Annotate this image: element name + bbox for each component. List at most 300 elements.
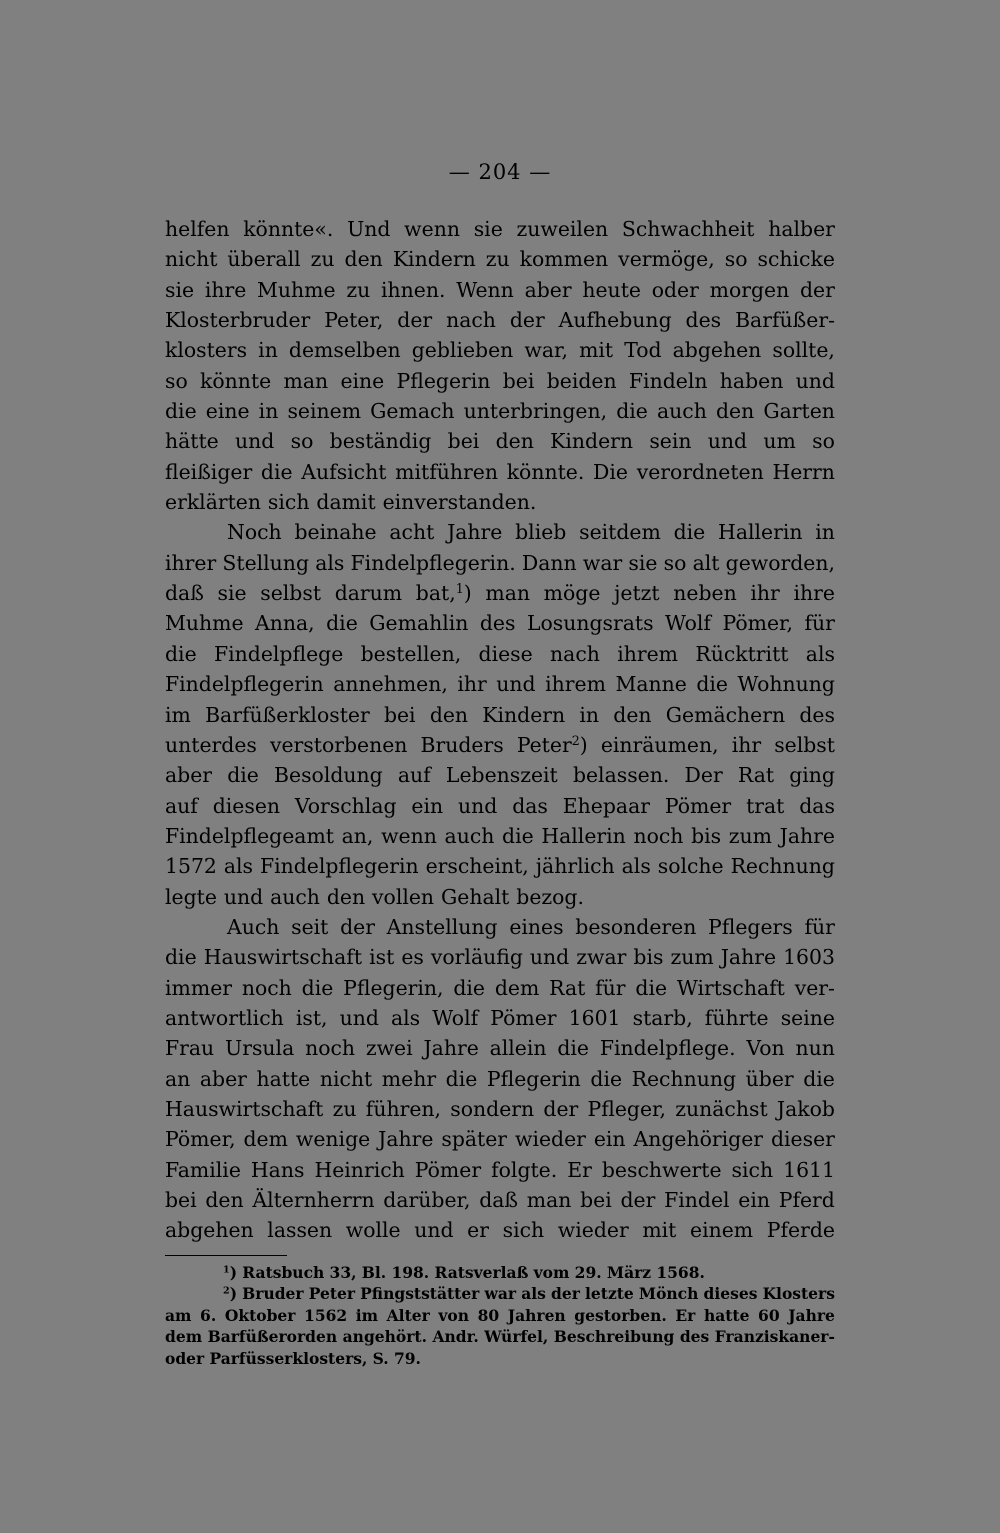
word: ihre [204,277,247,302]
word: könnte«. [243,217,334,241]
word: Jahre [447,520,503,545]
word: Wohnung [737,672,835,697]
word: neben [673,581,737,606]
word: Ursula [225,1036,295,1061]
word: hätte [165,429,219,454]
word: Gemächern [665,702,786,727]
word: bei [165,1188,197,1212]
word: am [165,1305,192,1325]
word: Älternherrn [252,1188,375,1212]
word: sondern [450,1096,535,1121]
word: darüber, [383,1188,471,1212]
word: nun [795,1036,835,1061]
word: demselben [288,338,401,363]
word: verstorbenen [269,732,408,757]
word: $^2$) [223,1284,238,1304]
text-line [165,1155,835,1185]
word: zwar [576,945,627,970]
word: besonderen [575,914,697,939]
word: oder [165,1348,205,1368]
word: folgte. [491,1157,558,1182]
word: seine [780,1005,835,1030]
word: noch [633,823,684,848]
footnote-separator [165,1255,287,1256]
text-line [165,669,835,699]
word: Findelpflege. [599,1036,736,1061]
word: 60 [758,1305,780,1325]
text-line [165,1185,835,1215]
word: dieser [770,1127,835,1152]
word: Tod [624,338,662,363]
word: Der [684,763,723,788]
footnote-line [165,1262,835,1283]
word: Ratsverlaß [434,1263,529,1282]
text-line [165,244,835,274]
word: Alter [386,1305,430,1325]
word: Die [593,459,628,484]
text-line [165,1064,835,1094]
word: Hans [250,1157,305,1182]
word: beschwerte [601,1157,722,1182]
word: ihrem [545,672,606,697]
word: wenige [295,1127,371,1152]
word: Wolf [665,611,711,636]
word: des [479,611,516,636]
word: Findeln [628,368,708,393]
word: Hallerin [541,823,626,848]
word: Oktober [224,1305,296,1325]
word: einem [690,1218,754,1243]
word: Von [746,1036,785,1061]
word: alt [692,550,720,575]
word: könnte [200,368,272,393]
word: dem [494,975,540,1000]
word: diese [478,641,533,666]
word: beiden [546,368,617,393]
footnotes [165,1262,835,1369]
word: mit [579,338,614,363]
word: Findelpflegerin. [350,550,516,575]
word: in [258,399,279,424]
word: an, [341,823,374,848]
word: Kindern [550,429,634,454]
word: die [453,975,485,1000]
word: Ratsbuch [242,1263,325,1282]
word: als [521,1284,546,1304]
word: jetzt [614,581,660,606]
word: Garten [763,399,835,424]
word: 1603 [783,945,835,970]
word: des [799,702,835,727]
word: seitdem [579,520,661,545]
word: und [529,945,570,970]
word: Pflegers [708,914,793,939]
word: Gehalt [441,884,510,909]
word: der [509,308,545,333]
word: der [543,1096,579,1121]
word: Beschreibung [553,1327,675,1347]
text-line [165,426,835,456]
word: ihnen. [380,277,446,302]
word: der [397,308,433,333]
word: Pferd [778,1188,835,1212]
word: sie [473,217,503,241]
word: Findel [664,1188,730,1212]
word: als [223,854,253,879]
word: Rücktritt [695,641,789,666]
text-line [165,1124,835,1154]
word: bestellen, [360,641,462,666]
word: sie [217,581,247,606]
word: unterdes [165,732,257,757]
word: Bl. [361,1263,387,1282]
word: Muhme [165,611,244,636]
text-line [165,942,835,972]
word: März [606,1263,652,1282]
text-line [165,1094,835,1124]
word: Parfüsserklosters, [209,1348,368,1368]
word: sich [502,1218,545,1243]
text-line [165,851,835,881]
text-line [165,639,835,669]
word: ihre [793,581,835,606]
text-line [165,1033,835,1063]
word: um [763,429,796,454]
word: Mönch [638,1284,699,1304]
word: dem [243,1127,288,1152]
word: Pömer, [165,1127,236,1152]
text-line [165,275,835,305]
word: die [165,945,197,970]
word: Rechnung [730,854,835,879]
word: Losungsrats [526,611,654,636]
word: Findelpflegerin [165,672,324,697]
word: oder [651,277,699,302]
word: sein [649,429,692,454]
word: annehmen, [333,672,448,697]
text-line [165,1215,835,1245]
text-line [165,760,835,790]
word: der [551,1284,580,1304]
word: und [223,884,264,909]
word: Aufhebung [558,308,672,333]
word: Würfel, [484,1327,549,1347]
word: war [582,550,623,575]
text-line [165,457,835,487]
word: Angehöriger [633,1127,764,1152]
word: sollte, [772,338,835,363]
word: einräumen, [600,732,719,757]
word: in [815,520,835,545]
word: ihrer [165,550,217,575]
word: könnte. [506,459,585,484]
word: zu [485,247,510,272]
word: Pömer, [722,611,793,636]
word: die [165,399,197,424]
word: auf [397,763,431,788]
text-line [165,396,835,426]
word: Jahre [720,945,777,970]
word: die [301,975,334,1000]
word: abgehen [165,1218,254,1243]
word: zum [670,945,714,970]
word: so [724,247,748,272]
text-line [165,517,835,547]
word: ihr [731,732,762,757]
word: Jahre [423,1036,479,1061]
word: unterbringen, [463,399,608,424]
word: 6. [200,1305,217,1325]
word: so [290,429,314,454]
word: dieses [703,1284,758,1304]
word: Anna, [255,611,315,636]
word: Rechnung [631,1066,737,1091]
word: Pferde [766,1218,835,1243]
word: die [590,1066,623,1091]
word: nach [550,641,600,666]
text-line [165,882,835,912]
word: Hauswirtschaft [165,1096,324,1121]
word: $^1$) [223,1263,238,1282]
word: noch [241,975,292,1000]
word: hatte [256,1066,311,1091]
word: einverstanden. [382,490,537,515]
word: die [635,975,668,1000]
word: und [496,672,536,697]
word: Ehepaar [562,793,650,818]
text-line [165,791,835,821]
word: halber [768,217,835,241]
word: Barfüßerkloster [205,702,370,727]
word: auf [165,793,198,818]
word: es [401,945,424,970]
word: sich [731,1157,774,1182]
word: helfen [165,217,230,241]
word: zu [310,247,335,272]
word: 1572 [165,854,217,879]
word: als [805,641,835,666]
word: so [812,429,835,454]
word: sich [267,490,310,515]
word: schicke [757,247,835,272]
text-line [165,821,835,851]
text-line [165,1003,835,1033]
word: legte [165,884,217,909]
text-line [165,366,835,396]
word: führte [704,1005,769,1030]
word: Klosters [762,1284,835,1304]
word: ist, [295,1005,328,1030]
word: ihrem [617,641,679,666]
word: hatte [703,1305,750,1325]
word: antwortlich [165,1005,284,1030]
word: den [715,399,755,424]
word: im [355,1305,379,1325]
word: Pflegerin [486,1066,581,1091]
word: die [445,1066,478,1091]
word: Jakob [776,1096,835,1121]
word: Klosterbruder [165,308,311,333]
word: Pflegerin, [343,975,444,1000]
word: bis [633,945,664,970]
word: 1568. [656,1263,705,1282]
word: jährlich [535,854,615,879]
word: Barfüßer- [735,308,835,333]
word: eines [509,914,564,939]
word: vom [533,1263,570,1282]
word: wieder [557,1218,629,1243]
word: bei [502,368,535,393]
word: Bruders [420,732,504,757]
word: seit [291,914,329,939]
word: Anstellung [386,914,498,939]
word: so [165,368,188,393]
word: Vorschlag [294,793,397,818]
word: ein [738,1188,770,1212]
word: dem [165,1327,203,1347]
word: Jahre [378,1127,434,1152]
word: ihr [750,581,780,606]
word: Findelpflegerin [259,854,419,879]
word: war, [524,338,568,363]
word: zunächst [675,1096,768,1121]
word: Frau [165,1036,215,1061]
word: 1611 [783,1157,835,1182]
word: noch [305,1036,356,1061]
word: auch [657,399,707,424]
word: bei [383,702,416,727]
word: Kindern [482,702,566,727]
word: ein [411,793,444,818]
word: kommen [519,247,609,272]
word: überall [227,247,301,272]
word: der [799,277,835,302]
word: ging [789,763,835,788]
word: die [326,611,358,636]
word: ver- [794,975,835,1000]
word: aber [524,277,572,302]
word: den [429,702,469,727]
word: bei [447,429,480,454]
word: Er [567,1157,592,1182]
word: Kindern [392,247,476,272]
word: auch [444,823,495,848]
text-line [165,487,835,517]
word: Auch [227,914,280,939]
word: die [557,1036,589,1061]
word: bis [691,823,722,848]
word: 1601 [568,1005,621,1030]
word: 29. [574,1263,602,1282]
word: Familie [165,1157,241,1182]
word: so [663,550,687,575]
word: geblieben [411,338,514,363]
word: mehr [381,1066,437,1091]
text-line [165,548,835,578]
word: abgehen [672,338,762,363]
text-line [165,214,835,244]
word: nicht [165,247,218,272]
word: zu [332,1096,357,1121]
word: blieb [515,520,567,545]
word: mitführen [395,459,498,484]
word: Hallerin [718,520,803,545]
word: die [803,1066,835,1091]
word: die [616,399,648,424]
word: im [165,702,191,727]
word: Pömer [490,1005,557,1030]
word: man [283,368,329,393]
word: acht [389,520,435,545]
word: vermöge, [618,247,715,272]
word: Gemahlin [369,611,469,636]
word: 198. [391,1263,430,1282]
word: für [595,975,626,1000]
word: Muhme [257,277,336,302]
word: später [441,1127,508,1152]
word: Manne [615,672,687,697]
word: Peter [308,1284,356,1304]
footnote-line [165,1283,835,1304]
word: Pfingststätter [360,1284,480,1304]
word: und [707,429,748,454]
word: Stellung [222,550,309,575]
word: Rat [549,975,586,1000]
word: des [679,1327,710,1347]
word: Dann [521,550,577,575]
word: Findelpflege [213,641,344,666]
word: Gemach [370,399,455,424]
word: verordneten [636,459,764,484]
word: selbst [260,581,322,606]
word: 79. [393,1348,421,1368]
word: daß [165,581,204,606]
word: Peter, [324,308,384,333]
text-line [165,973,835,1003]
word: daß [479,1188,519,1212]
word: Aufsicht [301,459,387,484]
word: und [795,368,835,393]
word: zwei [365,1036,413,1061]
word: Bruder [242,1284,304,1304]
word: Barfüßerorden [207,1327,338,1347]
text-line [165,700,835,730]
word: gestorben. [574,1305,667,1325]
word: man [485,581,530,606]
word: bezog. [516,884,584,909]
word: Noch [227,520,282,545]
word: eine [205,399,250,424]
footnote-line [165,1348,835,1369]
word: an [165,1066,191,1091]
word: Lebenszeit [445,763,558,788]
word: ein [593,1127,626,1152]
word: die [673,520,706,545]
word: als [621,854,651,879]
word: ist [369,945,395,970]
word: die [502,823,534,848]
text-line [165,578,835,608]
word: die [227,763,259,788]
word: beinahe [294,520,377,545]
word: Jahre [779,823,835,848]
text-line [165,335,835,365]
word: Wenn [456,277,514,302]
footnote-line [165,1305,835,1326]
word: und [414,1218,454,1243]
word: für [804,914,835,939]
word: bei [580,1188,612,1212]
